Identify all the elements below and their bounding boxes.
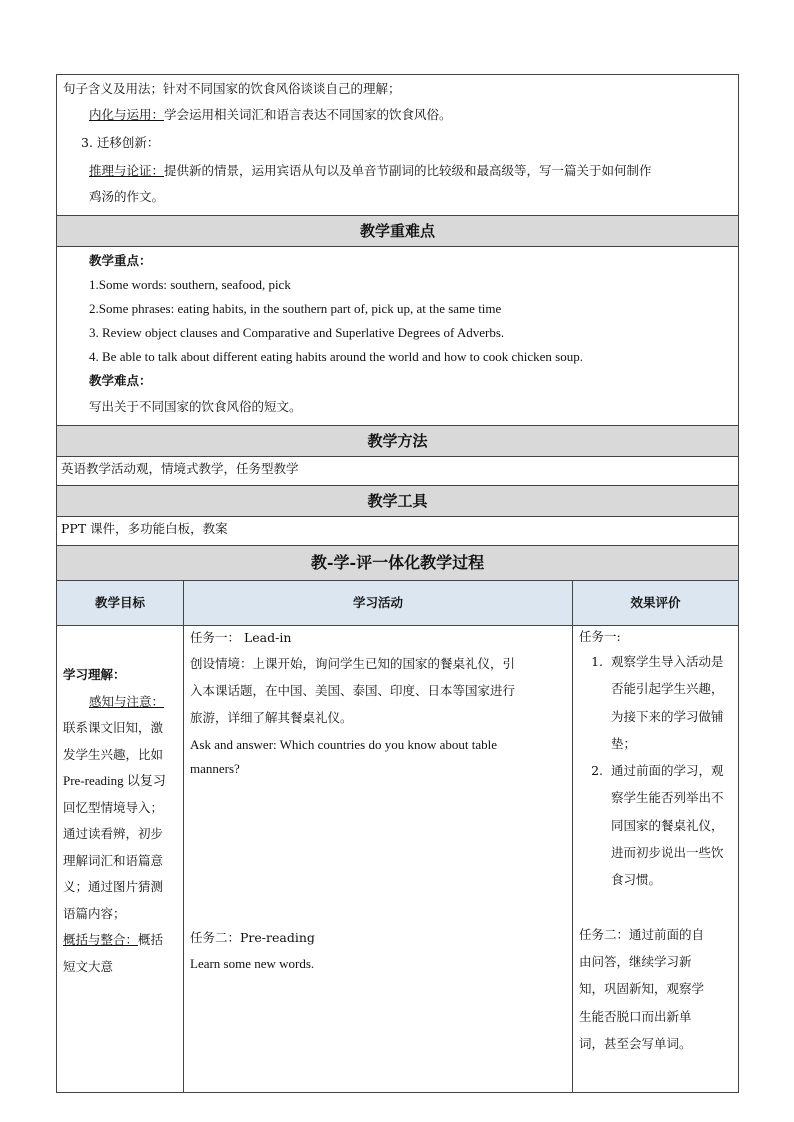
eval-task2-line: 知，巩固新知，观察学 bbox=[579, 981, 705, 997]
goal-line: Pre-reading 以复习 bbox=[63, 773, 166, 788]
eval-task2-line: 由问答，继续学习新 bbox=[579, 953, 692, 969]
task1-line: 入本课话题，在中国、美国、泰国、印度、日本等国家进行 bbox=[190, 683, 516, 698]
eval-task1-label: 任务一: bbox=[579, 629, 621, 644]
col-header-goal: 教学目标 bbox=[57, 581, 184, 626]
goal-line: 义；通过图片猜测 bbox=[63, 879, 164, 894]
eval-task2 bbox=[579, 921, 732, 1057]
task1-en-line: manners? bbox=[190, 761, 240, 776]
tools-text: PPT 课件，多功能白板，教案 bbox=[57, 517, 739, 546]
eval-task2-line: 词，甚至会写单词。 bbox=[579, 1035, 692, 1051]
task2-text: Learn some new words. bbox=[190, 956, 315, 971]
eval-list bbox=[579, 648, 732, 894]
goal-line: 发学生兴趣，比如 bbox=[63, 746, 164, 762]
goal-sub-label: 感知与注意： bbox=[89, 693, 165, 709]
objective-line: 内化与运用：学会运用相关词汇和语言表达不同国家的饮食风俗。 bbox=[89, 107, 452, 122]
goal-cell bbox=[57, 626, 184, 1093]
section-heading-process: 教-学-评一体化教学过程 bbox=[57, 546, 739, 581]
methods-text: 英语教学活动观，情境式教学，任务型教学 bbox=[57, 457, 739, 486]
lesson-plan-page bbox=[56, 74, 738, 1093]
col-header-eval: 效果评价 bbox=[573, 581, 739, 626]
goal-line: 通过读看辨，初步 bbox=[63, 826, 164, 841]
activity-cell bbox=[184, 626, 573, 1093]
section-heading-methods: 教学方法 bbox=[57, 426, 739, 457]
goal-line: 短文大意 bbox=[63, 958, 114, 974]
objective-line: 鸡汤的作文。 bbox=[89, 189, 165, 204]
eval-cell bbox=[573, 626, 739, 1093]
focus-item: 2.Some phrases: eating habits, in the southern part of, pick up, at the same time bbox=[89, 301, 502, 316]
task2-title: 任务二：Pre-reading bbox=[190, 930, 315, 945]
eval-item: 1. 观察学生导入活动是 否能引起学生兴趣， 为接下来的学习做铺 垫； bbox=[607, 648, 732, 757]
section-heading-key-points: 教学重难点 bbox=[57, 216, 739, 247]
eval-task2-line: 生能否脱口而出新单 bbox=[579, 1008, 692, 1024]
goal-line: 概括与整合：概括 bbox=[63, 932, 164, 947]
difficulty-text: 写出关于不同国家的饮食风俗的短文。 bbox=[89, 399, 302, 414]
objective-line: 推理与论证：提供新的情景，运用宾语从句以及单音节副词的比较级和最高级等，写一篇关于如何制作 bbox=[89, 163, 652, 178]
difficulty-label: 教学难点： bbox=[89, 373, 152, 388]
task1-title: 任务一： Lead-in bbox=[190, 630, 292, 645]
focus-item: 3. Review object clauses and Comparative and Superlative Degrees of Adverbs. bbox=[89, 325, 505, 340]
objective-item-3: 3. 迁移创新： bbox=[81, 135, 160, 150]
goal-line: 理解词汇和语篇意 bbox=[63, 852, 164, 868]
process-row bbox=[57, 626, 739, 1093]
col-header-activity: 学习活动 bbox=[184, 581, 573, 626]
objective-line: 句子含义及用法；针对不同国家的饮食风俗谈谈自己的理解； bbox=[63, 81, 401, 96]
goal-line: 回忆型情境导入； bbox=[63, 799, 164, 815]
focus-item: 1.Some words: southern, seafood, pick bbox=[89, 277, 291, 292]
task1-en-line: Ask and answer: Which countries do you know about table bbox=[190, 737, 497, 752]
focus-item: 4. Be able to talk about different eating habits around the world and how to cook chicken soup. bbox=[89, 349, 583, 364]
objectives-continuation-row bbox=[57, 75, 739, 216]
goal-title: 学习理解： bbox=[63, 667, 126, 682]
goal-line: 语篇内容； bbox=[63, 905, 126, 921]
key-points-row bbox=[57, 247, 739, 426]
goal-line: 联系课文旧知，激 bbox=[63, 720, 164, 735]
lesson-plan-table bbox=[56, 74, 739, 1093]
focus-label: 教学重点： bbox=[89, 253, 152, 268]
process-column-headers bbox=[57, 581, 739, 626]
task1-line: 旅游，详细了解其餐桌礼仪。 bbox=[190, 710, 353, 725]
task1-line: 创设情境：上课开始，询问学生已知的国家的餐桌礼仪，引 bbox=[190, 656, 516, 671]
section-heading-tools: 教学工具 bbox=[57, 486, 739, 517]
eval-item: 2. 通过前面的学习，观 察学生能否列举出不 同国家的餐桌礼仪， 进而初步说出一些饮 食习惯。 bbox=[607, 757, 732, 893]
eval-task2-line: 任务二：通过前面的自 bbox=[579, 926, 705, 942]
